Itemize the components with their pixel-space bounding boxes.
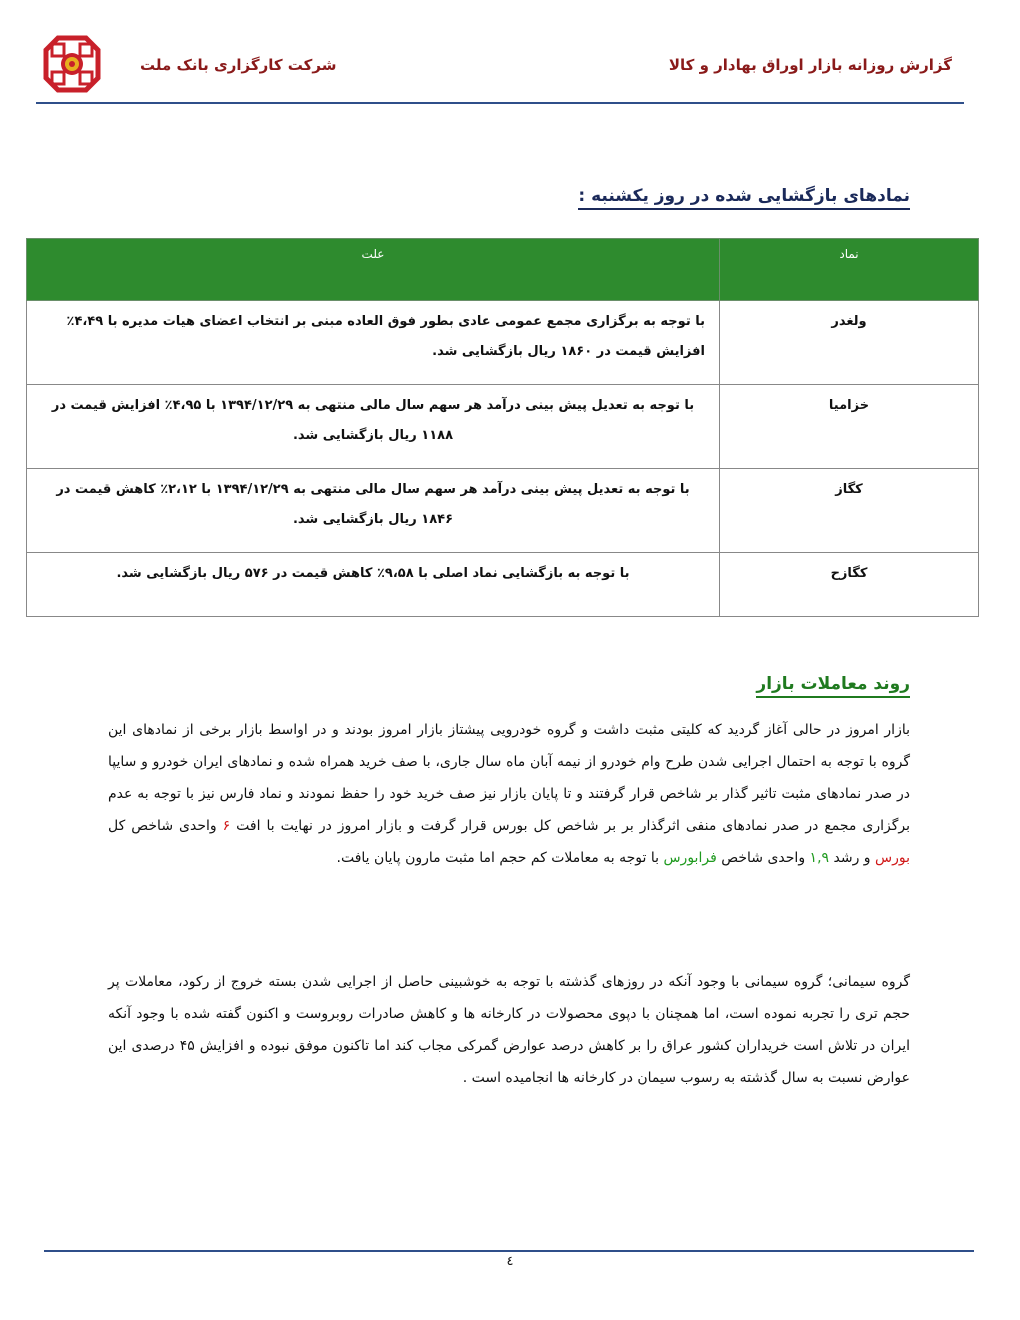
- table-row: [27, 385, 979, 469]
- reopened-symbols-table: [26, 238, 979, 617]
- header-divider: [36, 102, 964, 104]
- paragraph-text: بازار امروز در حالی آغاز گردید که کلیتی مثبت داشت و گروه خودرویی پیشتاز بازار امروز بودند و در اواسط بازار برخی از نمادهای این گروه با توجه به احتمال اجرایی شدن طرح وام خودرو از نیمه آبان ماه سال جاری، با صف خرید همراه شده و نمادهای ایران خودرو و سایپا در صدر نمادهای مثبت تاثیر گذار بر شاخص قرار گرفتند و تا پایان بازار نیز صف خرید خود را حفظ نمودند و نماد فارس نیز با توجه به عدم برگزاری مجمع در صدر نمادهای منفی اثرگذار بر بر شاخص کل بورس قرار گرفت و بازار امروز در نهایت با افت: [108, 722, 911, 834]
- company-name: شرکت کارگزاری بانک ملت: [140, 56, 337, 74]
- paragraph-text: با توجه به معاملات کم حجم اما مثبت مارون پایان یافت.: [336, 850, 660, 866]
- reason-cell: با توجه به تعدیل پیش بینی درآمد هر سهم سال مالی منتهی به ۱۳۹۴/۱۲/۲۹ با ۴،۹۵٪ افزایش قیمت در ۱۱۸۸ ریال بازگشایی شد.: [27, 385, 720, 469]
- paragraph-text: واحدی شاخص کل: [108, 818, 217, 834]
- column-header-reason: علت: [27, 239, 720, 301]
- symbol-cell: ولغدر: [720, 301, 979, 385]
- paragraph-text: و رشد: [833, 850, 871, 866]
- cement-group-paragraph: گروه سیمانی؛ گروه سیمانی با وجود آنکه در روزهای گذشته با توجه به خوشبینی حاصل از اجرایی شدن بسته خروج از رکود، معاملات پر حجم تری را تجربه نموده است، اما همچنان با دپوی محصولات در کارخانه ها و کاهش صادرات روبروست و اکنون گفته شده با وجود آنکه ایران در تلاش است خریداران کشور عراق را بر کاهش درصد عوارض گمرکی مجاب کند اما تاکنون موفق نبوده و افزایش ۴۵ درصدی این عوارض نسبت به سال گذشته به رسوب سیمان در کارخانه ها انجامیده است .: [108, 974, 910, 1086]
- table-row: [27, 301, 979, 385]
- symbol-cell: کگازح: [720, 553, 979, 617]
- bank-mellat-logo-icon: [40, 32, 104, 96]
- table-header-row: [27, 239, 979, 301]
- reason-cell: با توجه به بازگشایی نماد اصلی با ۹،۵۸٪ کاهش قیمت در ۵۷۶ ریال بازگشایی شد.: [27, 553, 720, 617]
- reason-cell: با توجه به برگزاری مجمع عمومی عادی بطور فوق العاده مبنی بر انتخاب اعضای هیات مدیره با ۴،۴۹٪ افزایش قیمت در ۱۸۶۰ ریال بازگشایی شد.: [27, 301, 720, 385]
- report-title: گزارش روزانه بازار اوراق بهادار و کالا: [668, 56, 952, 74]
- farabourse-rise-value: ۱,۹: [809, 850, 830, 866]
- page-number: ٤: [506, 1254, 514, 1269]
- symbol-cell: کگاز: [720, 469, 979, 553]
- reason-cell: با توجه به تعدیل پیش بینی درآمد هر سهم سال مالی منتهی به ۱۳۹۴/۱۲/۲۹ با ۲،۱۲٪ کاهش قیمت در ۱۸۴۶ ریال بازگشایی شد.: [27, 469, 720, 553]
- reopened-symbols-heading: نمادهای بازگشایی شده در روز یکشنبه :: [578, 186, 910, 210]
- footer-divider: [44, 1250, 974, 1252]
- symbol-cell: خزامیا: [720, 385, 979, 469]
- table-row: [27, 553, 979, 617]
- farabourse-label: فرابورس: [663, 850, 717, 866]
- column-header-symbol: نماد: [720, 239, 979, 301]
- table-row: [27, 469, 979, 553]
- bourse-drop-value: ۶: [222, 818, 231, 834]
- market-trend-heading: روند معاملات بازار: [756, 674, 910, 698]
- paragraph-text: واحدی شاخص: [721, 850, 806, 866]
- market-trend-paragraph: [108, 714, 910, 874]
- bourse-label: بورس: [875, 850, 910, 866]
